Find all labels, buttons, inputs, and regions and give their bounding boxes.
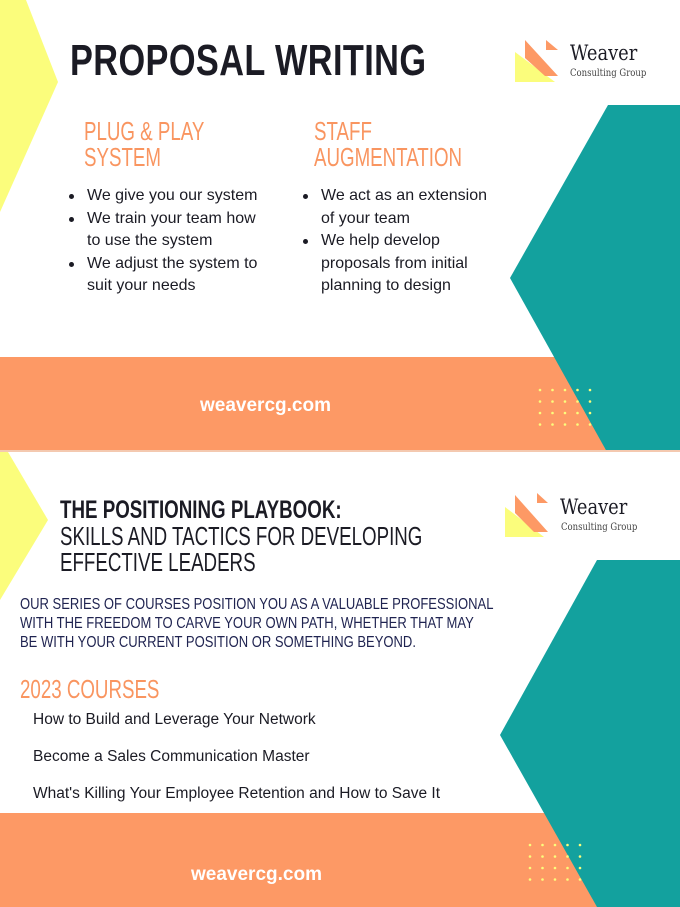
dot	[576, 423, 579, 426]
plug-play-heading	[84, 118, 251, 170]
courses-heading: 2023 COURSES	[20, 674, 160, 704]
yellow-chevron	[0, 452, 48, 600]
page-title: PROPOSAL WRITING	[70, 36, 427, 85]
intro-line: BE WITH YOUR CURRENT POSITION OR SOMETHING BEYOND.	[20, 634, 416, 651]
dot	[554, 878, 557, 881]
dot	[576, 400, 579, 403]
dot	[551, 423, 554, 426]
plug-play-list	[67, 185, 272, 298]
dot	[564, 389, 567, 392]
dot	[554, 855, 557, 858]
logo-name: Weaver	[570, 41, 638, 65]
dot	[529, 867, 532, 870]
dot	[566, 855, 569, 858]
staff-augmentation-list	[301, 185, 501, 298]
list-item: We train your team how to use the system	[67, 208, 272, 253]
dot	[564, 400, 567, 403]
dot	[529, 855, 532, 858]
dot	[529, 844, 532, 847]
dot	[541, 844, 544, 847]
dot	[579, 867, 582, 870]
dot	[539, 423, 542, 426]
dot	[541, 867, 544, 870]
orange-band	[0, 813, 610, 907]
dot	[529, 878, 532, 881]
yellow-chevron	[0, 0, 58, 212]
dot	[541, 855, 544, 858]
intro-line: WITH THE FREEDOM TO CARVE YOUR OWN PATH, WHETHER THAT MAY	[20, 615, 474, 632]
dot	[551, 400, 554, 403]
dot	[576, 389, 579, 392]
heading-line: PLUG & PLAY	[84, 116, 205, 146]
website-link[interactable]: weavercg.com	[200, 395, 331, 416]
list-item: We give you our system	[67, 185, 272, 208]
logo-name: Weaver	[560, 495, 628, 519]
dot	[579, 855, 582, 858]
dot	[564, 423, 567, 426]
playbook-title: THE POSITIONING PLAYBOOK:	[60, 496, 342, 524]
dot	[554, 844, 557, 847]
dot	[541, 878, 544, 881]
intro-text	[20, 595, 584, 652]
list-item: We act as an extension of your team	[301, 185, 501, 230]
dot	[589, 389, 592, 392]
dot	[579, 844, 582, 847]
course-item: How to Build and Leverage Your Network	[33, 711, 316, 728]
playbook-subtitle-line: EFFECTIVE LEADERS	[60, 547, 256, 577]
dot	[566, 867, 569, 870]
weaver-logo-mark	[515, 40, 558, 82]
playbook-subtitle-line: SKILLS AND TACTICS FOR DEVELOPING	[60, 521, 423, 551]
logo-subtitle: Consulting Group	[561, 522, 638, 533]
list-item: We adjust the system to suit your needs	[67, 253, 272, 298]
weaver-logo-mark	[505, 493, 548, 537]
heading-line: STAFF	[314, 116, 372, 146]
list-item: We help develop proposals from initial planning to design	[301, 230, 501, 298]
dot	[576, 412, 579, 415]
dot	[539, 389, 542, 392]
heading-line: SYSTEM	[84, 142, 161, 172]
dot	[566, 844, 569, 847]
course-item: Become a Sales Communication Master	[33, 748, 310, 765]
heading-line: AUGMENTATION	[314, 142, 463, 172]
dot	[564, 412, 567, 415]
course-item: What's Killing Your Employee Retention and How to Save It	[33, 785, 441, 802]
intro-line: OUR SERIES OF COURSES POSITION YOU AS A VALUABLE PROFESSIONAL	[20, 596, 494, 613]
logo-subtitle: Consulting Group	[570, 68, 647, 79]
dot	[579, 878, 582, 881]
dot	[589, 423, 592, 426]
website-link[interactable]: weavercg.com	[191, 864, 322, 885]
dot	[589, 412, 592, 415]
dot	[554, 867, 557, 870]
dot	[539, 400, 542, 403]
staff-augmentation-heading	[314, 118, 520, 170]
dot	[551, 412, 554, 415]
dot	[589, 400, 592, 403]
dot	[551, 389, 554, 392]
dot	[539, 412, 542, 415]
dot	[566, 878, 569, 881]
